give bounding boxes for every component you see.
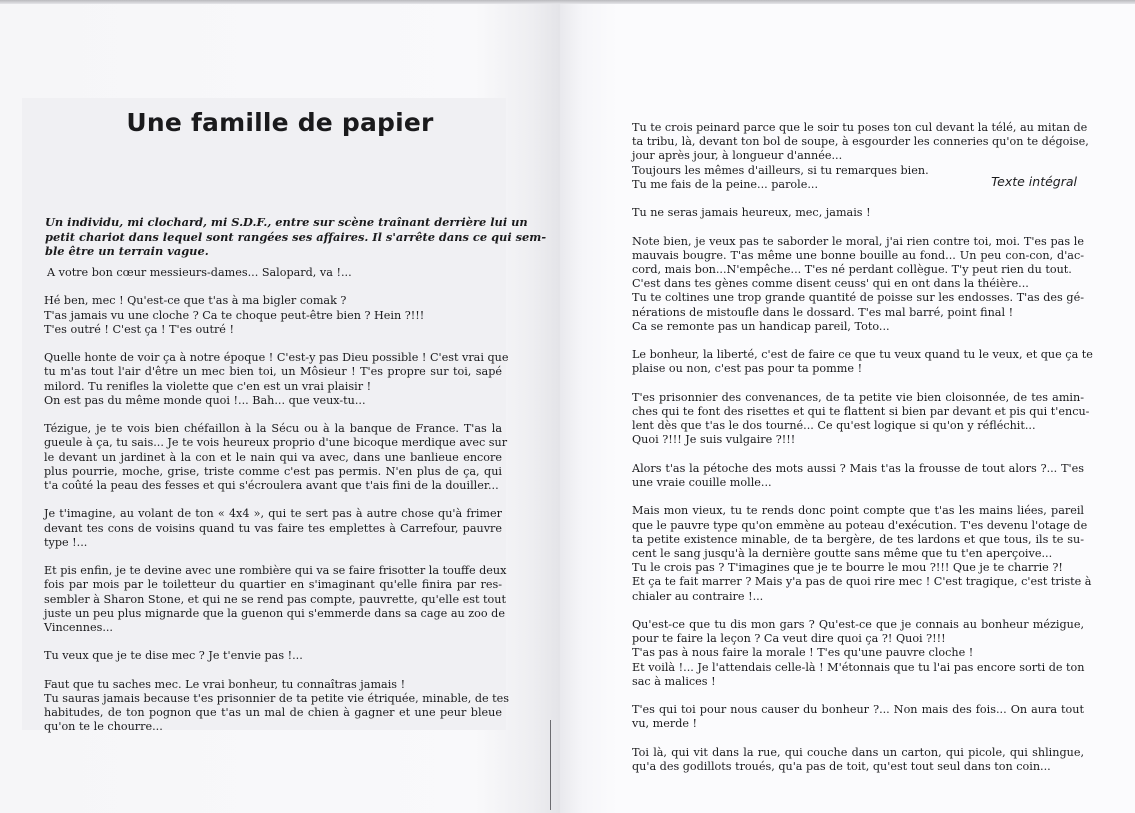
text-line: mauvais bougre. T'as même une bonne bouille au fond... Un peu con-con, d'ac- [632, 248, 1084, 262]
text-line: sac à malices ! [632, 674, 716, 688]
text-line: Tu me fais de la peine... parole... [632, 177, 819, 191]
text-line: C'est dans tes gènes comme disent ceuss' qui en ont dans la théière... [632, 277, 1029, 291]
paragraph [632, 390, 1090, 448]
right-text-column [632, 121, 1093, 788]
text-line: Le bonheur, la liberté, c'est de faire ce que tu veux quand tu le veux, et que ça te [632, 348, 1093, 362]
text-line: Tu sauras jamais because t'es prisonnier de ta petite vie étriquée, minable, de tes [44, 691, 510, 705]
paragraph [44, 266, 502, 280]
paragraph [632, 121, 1089, 192]
text-line: Mais mon vieux, tu te rends donc point compte que t'as les mains liées, pareil [632, 504, 1084, 518]
paragraph [632, 746, 1084, 774]
book-gutter [550, 720, 551, 810]
text-line: Tu te coltines une trop grande quantité de poisse sur les endosses. T'as des gé- [632, 291, 1084, 305]
text-line: Tu te crois peinard parce que le soir tu poses ton cul devant la télé, au mitan de [632, 121, 1088, 134]
text-line: que le pauvre type qu'on emmène au poteau d'exécution. T'es devenu l'otage de [632, 518, 1088, 532]
text-line: T'as jamais vu une cloche ? Ca te choque peut-être bien ? Hein ?!!! [44, 308, 425, 322]
text-line: une vraie couille molle... [632, 476, 772, 489]
paragraph [632, 703, 1084, 731]
text-line: Vincennes... [44, 621, 113, 634]
text-line: Toi là, qui vit dans la rue, qui couche dans un carton, qui picole, qui shlingue, [632, 745, 1084, 759]
text-line: qu'a des godillots troués, qu'a pas de toit, qu'est tout seul dans ton coin... [632, 760, 1051, 773]
text-line: T'es outré ! C'est ça ! T'es outré ! [44, 322, 234, 336]
text-line: type !... [44, 535, 88, 549]
text-line: A votre bon cœur messieurs-dames... Salopard, va !... [47, 266, 352, 279]
text-line: Et ça te fait marrer ? Mais y'a pas de quoi rire mec ! C'est tragique, c'est triste à [632, 575, 1092, 589]
paragraph [44, 564, 507, 635]
text-line: ches qui te font des risettes et qui te flattent si bien par devant et pis qui t'encu- [632, 405, 1090, 418]
text-line: Tu ne seras jamais heureux, mec, jamais ! [632, 206, 871, 220]
text-line: On est pas du même monde quoi !... Bah... que veux-tu... [44, 393, 366, 407]
text-line: plaise ou non, c'est pas pour ta pomme ! [632, 362, 863, 376]
text-line: Et pis enfin, je te devine avec une rombière qui va se faire frisotter la touffe deux [44, 564, 507, 578]
stage-direction [45, 215, 547, 259]
stage-direction-line: petit chariot dans lequel sont rangées ses affaires. Il s'arrête dans ce qui sem- [45, 229, 547, 244]
left-text-column [44, 266, 510, 749]
text-line: Hé ben, mec ! Qu'est-ce que t'as à ma bigler comak ? [44, 294, 347, 308]
text-line: gueule à ça, tu sais... Je te vois heureux proprio d'une bicoque merdique avec sur [44, 436, 508, 450]
text-line: Toujours les mêmes d'ailleurs, si tu remarques bien. [632, 163, 929, 177]
text-line: milord. Tu renifles la violette que c'en est un vrai plaisir ! [44, 379, 372, 393]
text-line: ta petite existence minable, de ta bergère, de tes lardons et que tous, ils te su- [632, 532, 1084, 546]
text-line: le devant un jardinet à la con et le nain qui va avec, dans une banlieue encore [44, 450, 502, 464]
text-line: T'es prisonnier des convenances, de ta petite vie bien cloisonnée, de tes amin- [632, 390, 1084, 404]
text-line: Quelle honte de voir ça à notre époque ! C'est-y pas Dieu possible ! C'est vrai que [44, 351, 509, 365]
text-line: plus pourrie, moche, grise, triste comme c'est pas permis. N'en plus de ça, qui [44, 464, 502, 478]
paragraph [44, 507, 502, 550]
text-line: juste un peu plus mignarde que la guenon qui s'emmerde dans sa cage au zoo de [44, 606, 505, 620]
paragraph [632, 235, 1084, 334]
text-line: ta tribu, là, devant ton bol de soupe, à esgourder les conneries qu'on te dégoise, [632, 135, 1089, 149]
text-line: Et voilà !... Je l'attendais celle-là ! M'étonnais que tu l'ai pas encore sorti de ton [632, 660, 1085, 674]
text-line: devant tes cons de voisins quand tu vas faire tes emplettes à Carrefour, pauvre [44, 521, 502, 535]
stage-direction-line: Un individu, mi clochard, mi S.D.F., entre sur scène traînant derrière lui un [45, 215, 528, 229]
text-line: jour après jour, à longueur d'année... [632, 149, 843, 163]
text-line: Tu le crois pas ? T'imagines que je te bourre le mou ?!!! Que je te charrie ?! [632, 561, 1063, 575]
text-line: nérations de mistoufle dans le dossard. T'es mal barré, point final ! [632, 305, 1014, 319]
text-line: Je t'imagine, au volant de ton « 4x4 », qui te sert pas à autre chose qu'à frimer [44, 507, 502, 521]
text-line: chialer au contraire !... [632, 589, 764, 603]
text-line: pour te faire la leçon ? Ca veut dire quoi ça ?! Quoi ?!!! [632, 632, 946, 646]
paragraph [44, 649, 502, 663]
text-line: T'es qui toi pour nous causer du bonheur ?... Non mais des fois... On aura tout [632, 703, 1084, 717]
text-line: lent dès que t'as le dos tourné... Ce qu'est logique si qu'on y réfléchit... [632, 419, 1036, 433]
text-line: cent le sang jusqu'à la dernière goutte sans même que tu t'en aperçoive... [632, 547, 1053, 560]
text-line: habitudes, de ton pognon que t'as un mal de chien à gagner et une peur bleue [44, 706, 502, 720]
paragraph [44, 677, 510, 735]
text-line: Tézigue, je te vois bien chéfaillon à la Sécu ou à la banque de France. T'as la [44, 422, 502, 436]
paragraph [632, 462, 1084, 490]
text-line: qu'on te le chourre... [44, 720, 163, 734]
text-line: vu, merde ! [632, 717, 698, 731]
text-line: Note bien, je veux pas te saborder le moral, j'ai rien contre toi, moi. T'es pas le [632, 234, 1084, 248]
paragraph [632, 348, 1093, 376]
paragraph [44, 351, 509, 408]
page-title: Une famille de papier [126, 108, 434, 137]
paragraph [44, 294, 502, 337]
text-line: sembler à Sharon Stone, et qui ne se rend pas compte, pauvrette, qu'elle est tout [44, 592, 506, 606]
text-line: tu m'as tout l'air d'être un mec bien toi, un Môsieur ! T'es propre sur toi, sapé [44, 365, 502, 379]
stage-direction-line: ble être un terrain vague. [45, 244, 209, 258]
text-line: fois par mois par le toiletteur du quartier en s'imaginant qu'elle finira par res- [44, 578, 502, 592]
text-line: T'as pas à nous faire la morale ! T'es qu'une pauvre cloche ! [632, 646, 974, 660]
text-line: Faut que tu saches mec. Le vrai bonheur, tu connaîtras jamais ! [44, 677, 406, 691]
text-line: Ca se remonte pas un handicap pareil, Toto... [632, 319, 890, 333]
text-line: t'a coûté la peau des fesses et qui s'écroulera avant que t'ais fini de la douiller... [44, 479, 499, 492]
text-line: Qu'est-ce que tu dis mon gars ? Qu'est-ce que je connais au bonheur mézigue, [632, 618, 1084, 631]
text-line: Alors t'as la pétoche des mots aussi ? Mais t'as la frousse de tout alors ?... T'es [632, 461, 1084, 475]
paragraph [44, 422, 508, 493]
paragraph [632, 618, 1084, 689]
text-line: cord, mais bon...N'empêche... T'es né perdant collègue. T'y peut rien du tout. [632, 263, 1072, 276]
text-line: Tu veux que je te dise mec ? Je t'envie pas !... [44, 649, 303, 663]
text-line: Quoi ?!!! Je suis vulgaire ?!!! [632, 433, 796, 447]
paragraph [632, 504, 1092, 603]
paragraph [632, 206, 1084, 220]
page-subtitle: Texte intégral [991, 174, 1077, 189]
